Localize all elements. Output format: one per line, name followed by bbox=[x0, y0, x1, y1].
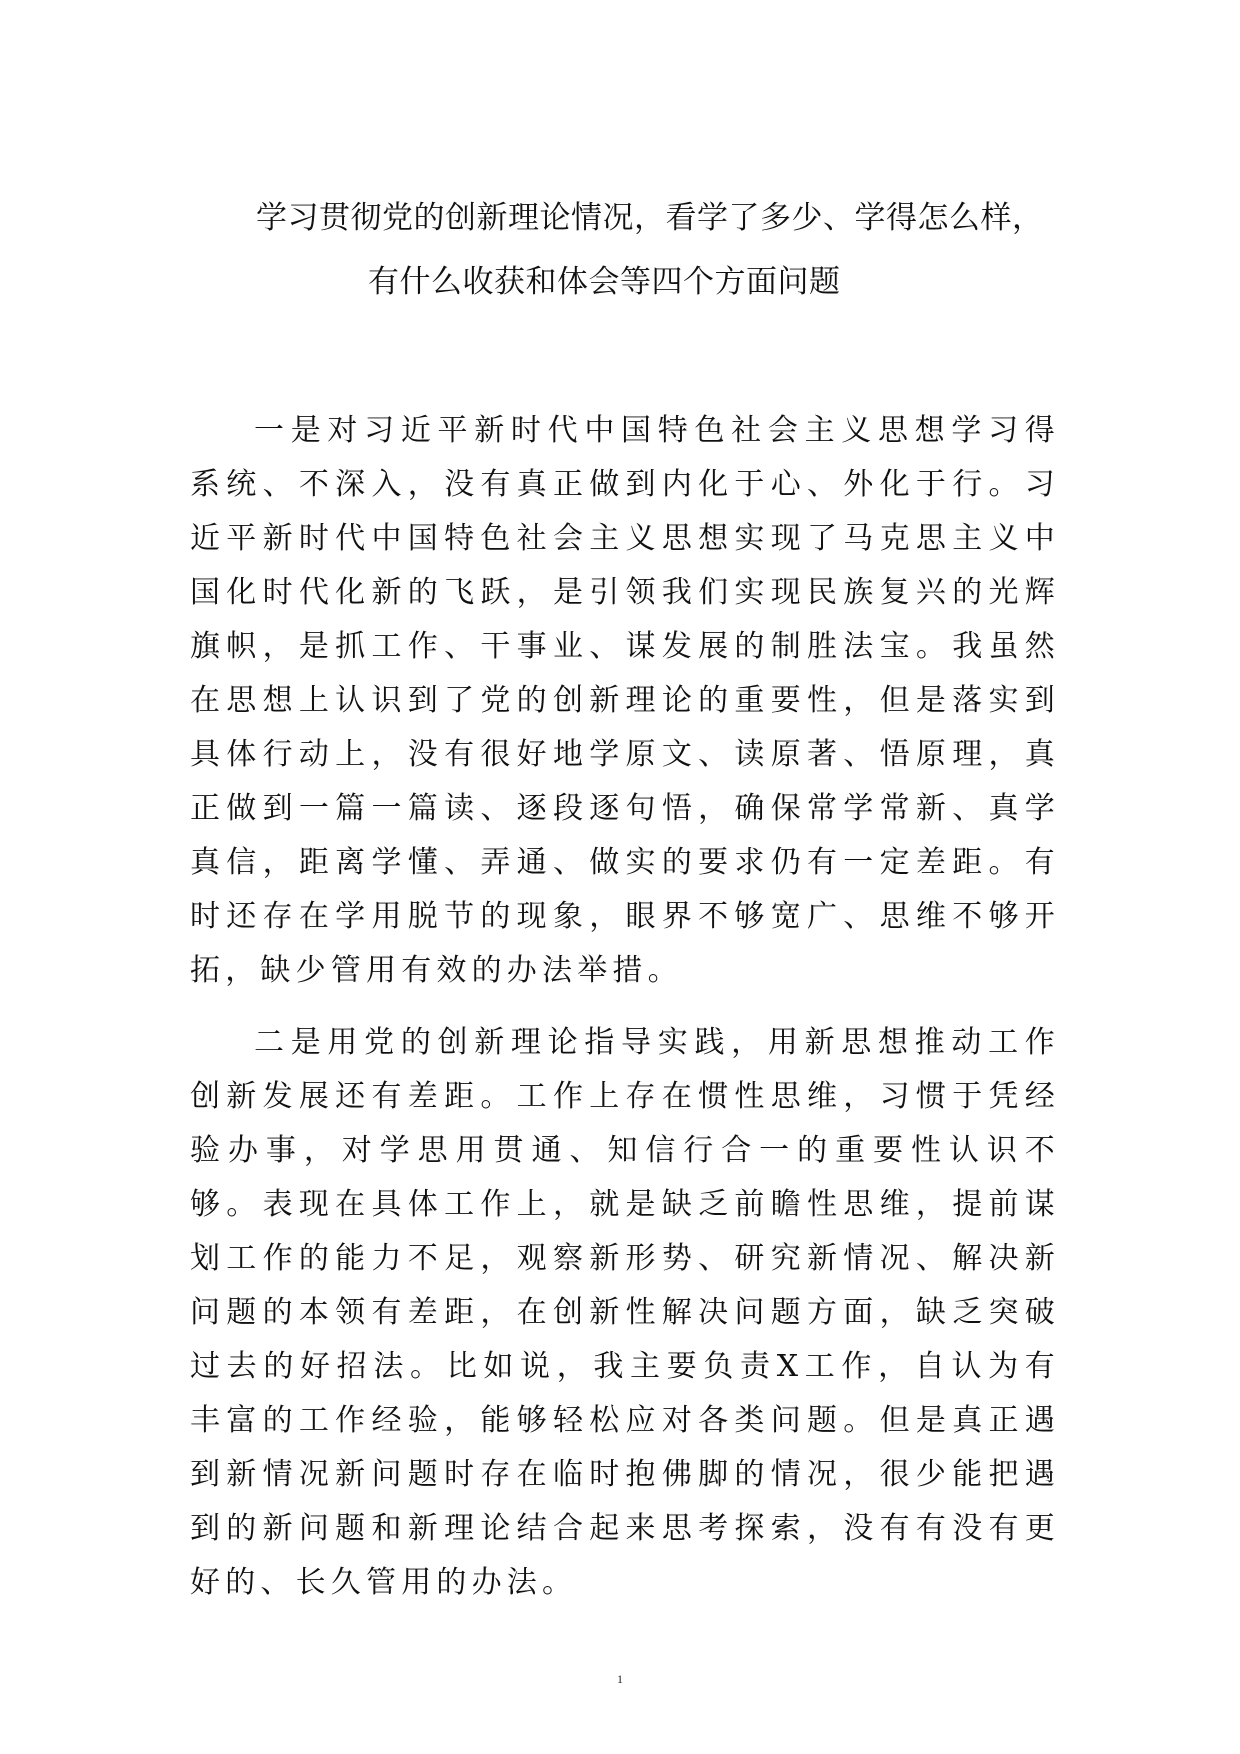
document-title bbox=[190, 186, 1060, 314]
body-paragraph-2: 二是用党的创新理论指导实践，用新思想推动工作创新发展还有差距。工作上存在惯性思维，习惯于凭经验办事，对学思用贯通、知信行合一的重要性认识不够。表现在具体工作上，就是缺乏前瞻性思维，提前谋划工作的能力不足，观察新形势、研究新情况、解决新问题的本领有差距，在创新性解决问题方面，缺乏突破过去的好招法。比如说，我主要负责X工作，自认为有丰富的工作经验，能够轻松应对各类问题。但是真正遇到新情况新问题时存在临时抱佛脚的情况，很少能把遇到的新问题和新理论结合起来思考探索，没有有没有更好的、长久管用的办法。 bbox=[190, 1025, 1060, 1600]
title-line-1: 学习贯彻党的创新理论情况，看学了多少、学得怎么样， bbox=[256, 200, 1044, 236]
page-number: 1 bbox=[617, 1672, 623, 1686]
body-paragraph-1: 一是对习近平新时代中国特色社会主义思想学习得系统、不深入，没有真正做到内化于心、外化于行。习近平新时代中国特色社会主义思想实现了马克思主义中国化时代化新的飞跃，是引领我们实现民族复兴的光辉旗帜，是抓工作、干事业、谋发展的制胜法宝。我虽然在思想上认识到了党的创新理论的重要性，但是落实到具体行动上，没有很好地学原文、读原著、悟原理，真正做到一篇一篇读、逐段逐句悟，确保常学常新、真学真信，距离学懂、弄通、做实的要求仍有一定差距。有时还存在学用脱节的现象，眼界不够宽广、思维不够开拓，缺少管用有效的办法举措。 bbox=[190, 413, 1060, 988]
title-line-2: 有什么收获和体会等四个方面问题 bbox=[368, 264, 841, 300]
document-body bbox=[190, 404, 1060, 1628]
